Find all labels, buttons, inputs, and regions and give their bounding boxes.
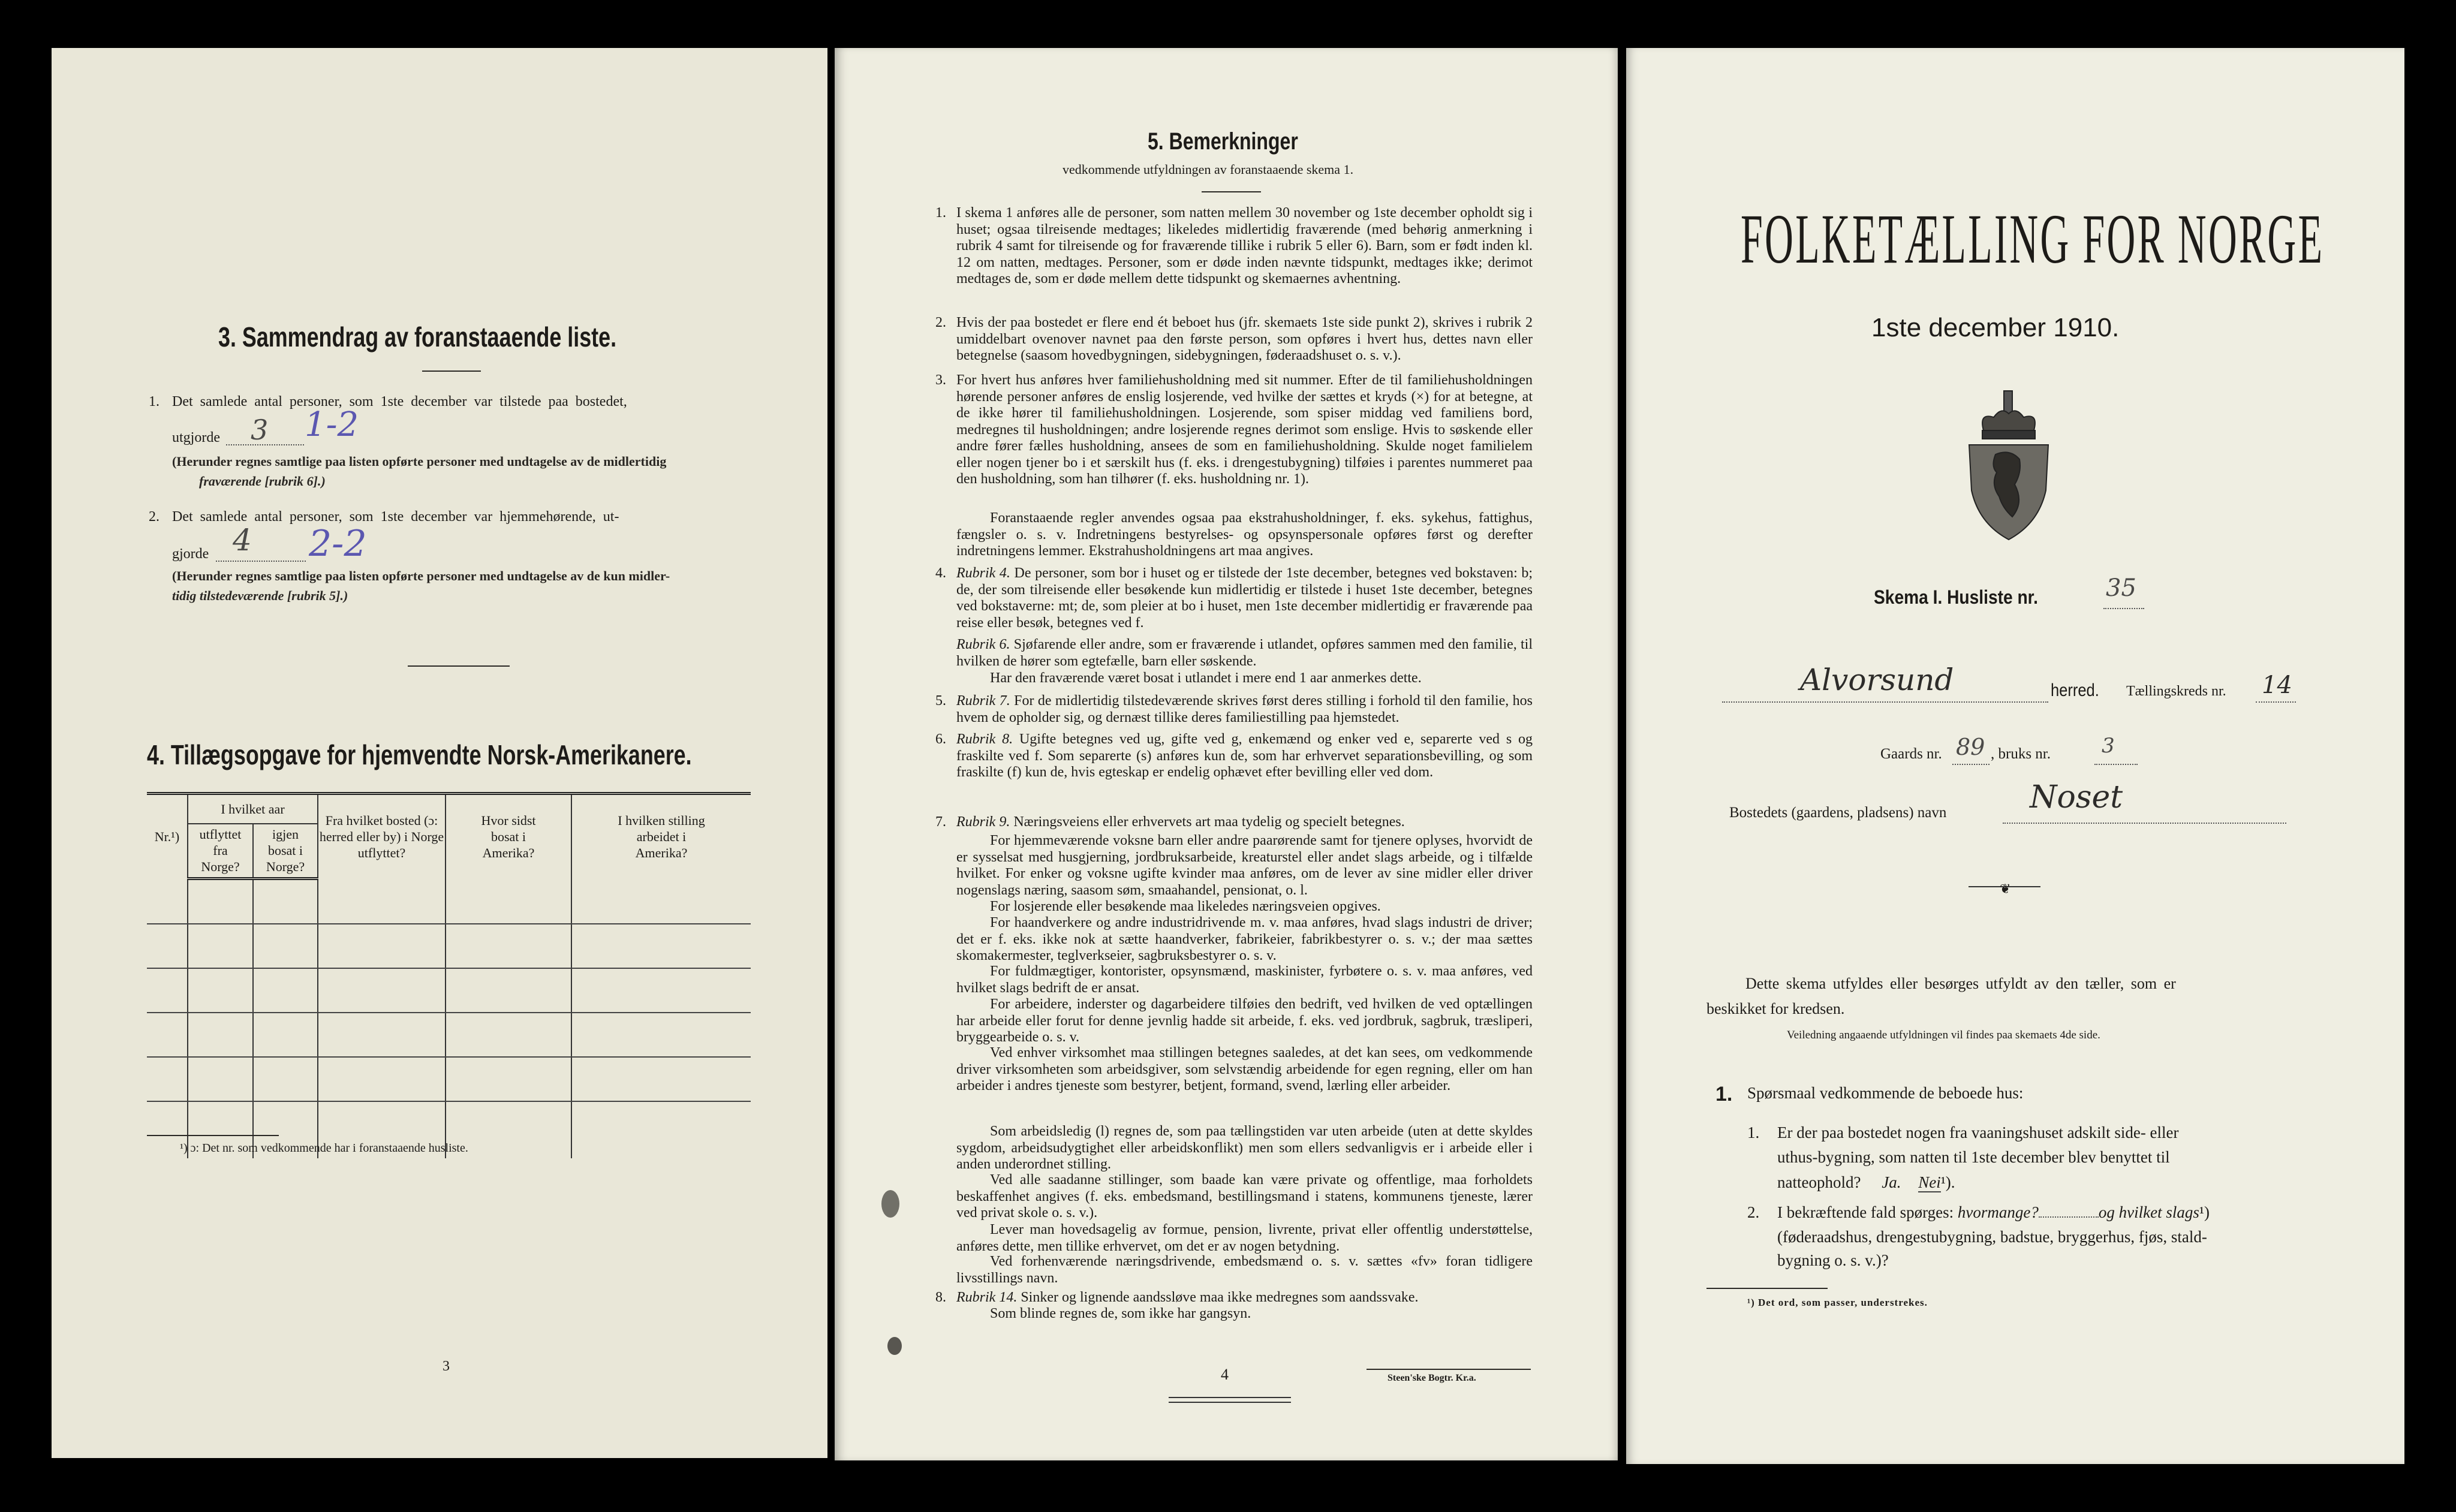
- footnote-rule-right: [1706, 1288, 1828, 1289]
- remark-rubrik-label: Rubrik 6.: [956, 637, 1010, 652]
- remark-text: Sinker og lignende aandssløve maa ikke medregnes som aandssvake.: [1021, 1290, 1419, 1305]
- remark-paragraph: [935, 996, 1533, 1046]
- remark-text: For hjemmeværende voksne barn eller andre paarørende samt for tjenere oplyses, hvorvidt de er sysselsat med husgjerning, jordbruksarbeide, kreaturstel eller andet slags arbeide, og i tilfælde hvilket. For enker og voksne ugifte kvinder maa anføres, om de lever av sine midler eller driver nogenslags næring, saasom søm, smaahandel, pensionat, o. l.: [956, 833, 1533, 898]
- remark-text: Har den fraværende været bosat i utlandet i mere end 1 aar anmerkes dette.: [990, 670, 1422, 686]
- remark-text: Hvis der paa bostedet er flere end ét beboet hus (jfr. skemaets 1ste side punkt 2), skrives i rubrik 2 umiddelbart ovenover navnet paa den første person, som opføres i hvert hus, dettes navn eller betegnelse (saasom hovedbygningen, sidebygningen, føderaadshuset o. s. v.).: [956, 315, 1533, 363]
- end-double-rule: [1169, 1397, 1291, 1403]
- col-header-bosted: Fra hvilket bosted (ɔ: herred eller by) i Norge utflyttet?: [318, 794, 446, 879]
- col-header-nr: Nr.¹): [147, 794, 188, 879]
- table-cell[interactable]: [571, 968, 751, 1013]
- table-cell[interactable]: [318, 1057, 446, 1101]
- section3-title: 3. Sammendrag av foranstaaende liste.: [218, 321, 617, 353]
- remark-rubrik-label: Rubrik 7.: [956, 693, 1010, 709]
- remark-rubrik-label: Rubrik 8.: [956, 731, 1013, 747]
- col-header-group-year: I hvilket aar: [188, 794, 318, 824]
- remark-text: Ved enhver virksomhet maa stillingen betegnes saaledes, at det kan sees, om vedkommende driver virksomheten som arbeidsgiver, som selvstændig arbeidende for egen regning, eller om han arbeider i andres tjeneste som bestyrer, betjent, formand, svend, lærling eller arbeider.: [956, 1045, 1533, 1094]
- remark-text: For haandverkere og andre industridrivende m. v. maa anføres, hvad slags industri de driver; det er f. eks. ikke nok at sætte haandverker, fabrikeier, fabrikbestyrer o. s. v.; der maa sættes skomakermester, teglverkseier, sagbruksbestyrer o. s. v.: [956, 915, 1533, 963]
- skema-label: Skema I. Husliste nr.: [1874, 586, 2038, 608]
- q2-line2: (føderaadshus, drengestubygning, badstue, bryggerhus, fjøs, stald-: [1777, 1228, 2207, 1246]
- remark-body: [956, 1124, 1533, 1173]
- census-date: 1ste december 1910.: [1871, 313, 2120, 342]
- remark-number: 7.: [935, 814, 946, 830]
- item1-handwritten-split: 1-2: [305, 405, 359, 444]
- item2-text: Det samlede antal personer, som 1ste december var hjemmehørende, ut-: [172, 509, 619, 525]
- remarks-divider: [1202, 191, 1261, 192]
- remark-body: [956, 637, 1533, 670]
- coat-of-arms-icon: [1967, 388, 2051, 542]
- table-cell[interactable]: [446, 924, 571, 968]
- table-cell[interactable]: [147, 968, 188, 1013]
- table-cell[interactable]: [318, 1013, 446, 1057]
- remark-paragraph: [935, 1124, 1533, 1173]
- table-cell[interactable]: [571, 1101, 751, 1158]
- item2-note-line2: tidig tilstedeværende [rubrik 5].): [172, 588, 348, 603]
- remark-body: [956, 693, 1533, 726]
- table-cell[interactable]: [188, 968, 253, 1013]
- item1-note-line1: (Herunder regnes samtlige paa listen opførte personer med undtagelse av de midlertidig: [172, 454, 667, 469]
- section-divider: [408, 665, 510, 667]
- answer-nei[interactable]: Nei: [1918, 1173, 1941, 1191]
- table-cell[interactable]: [253, 879, 318, 924]
- remarks-subtitle: vedkommende utfyldningen av foranstaaende skema 1.: [1063, 162, 1354, 177]
- table-cell[interactable]: [571, 879, 751, 924]
- col-header-utflyttet: utflyttet fra Norge?: [188, 824, 253, 879]
- guidance-text: Veiledning angaaende utfyldningen vil findes paa skemaets 4de side.: [1787, 1029, 2100, 1041]
- remark-paragraph: [935, 1306, 1533, 1323]
- item1-number: 1.: [149, 394, 159, 409]
- herred-value: Alvorsund: [1800, 662, 1954, 697]
- remark-body: [956, 1306, 1533, 1323]
- col-header-stilling: I hvilken stilling arbeidet i Amerika?: [571, 794, 751, 879]
- q2-number: 2.: [1747, 1203, 1760, 1221]
- bosted-value: Noset: [2030, 779, 2123, 815]
- bruks-nr-value: 3: [2102, 734, 2115, 758]
- remark-text: Som arbeidsledig (l) regnes de, som paa tællingstiden var uten arbeide (uten at dette skyldes sygdom, arbeidsudygtighet eller arbeidskonflikt) men som ellers sedvanligvis er i arbeide eller i anden underordnet stilling.: [956, 1124, 1533, 1172]
- table-cell[interactable]: [571, 1013, 751, 1057]
- bruks-label: , bruks nr.: [1991, 746, 2051, 762]
- remark-body: [956, 510, 1533, 560]
- kreds-label: Tællingskreds nr.: [2126, 683, 2226, 699]
- remark-paragraph: [935, 637, 1533, 670]
- q2-line1: [1777, 1203, 2210, 1222]
- remark-paragraph: [935, 1222, 1533, 1255]
- table-cell[interactable]: [188, 1057, 253, 1101]
- remark-body: [956, 565, 1533, 631]
- remark-number: 5.: [935, 693, 946, 709]
- remark-paragraph: [935, 1290, 1533, 1306]
- ornament-icon: ❦: [2000, 881, 2011, 896]
- remark-paragraph: [935, 1045, 1533, 1095]
- remark-body: [956, 731, 1533, 781]
- printer-rule: [1367, 1369, 1531, 1370]
- remark-paragraph: [935, 915, 1533, 965]
- gaards-nr-value: 89: [1956, 734, 1985, 760]
- remark-body: [956, 915, 1533, 965]
- census-title: FOLKETÆLLING FOR NORGE: [1741, 200, 2325, 278]
- remark-number: 6.: [935, 731, 946, 747]
- col-header-igjen: igjen bosat i Norge?: [253, 824, 318, 879]
- item2-handwritten-total: 4: [233, 523, 252, 558]
- remarks-title: 5. Bemerkninger: [1148, 128, 1298, 155]
- table-cell[interactable]: [318, 879, 446, 924]
- remark-text: Sjøfarende eller andre, som er fraværende i utlandet, opføres sammen med den familie, til hvilken de hører som egtefælle, barn eller søskende.: [956, 637, 1533, 669]
- remark-number: 2.: [935, 315, 946, 330]
- q2-line3: bygning o. s. v.)?: [1777, 1251, 1889, 1269]
- table-cell[interactable]: [446, 1057, 571, 1101]
- table-cell[interactable]: [571, 924, 751, 968]
- table-cell[interactable]: [253, 924, 318, 968]
- section4-title: 4. Tillægsopgave for hjemvendte Norsk-Amerikanere.: [147, 739, 692, 770]
- remark-text: For arbeidere, inderster og dagarbeidere tilføies den bedrift, ved hvilken de ved optællingen har arbeide eller forut for denne jevnlig hadde sit arbeide, f. eks. ved jordbruk, sagbruk, træsliperi, bryggearbeide o. s. v.: [956, 996, 1533, 1045]
- bosted-label: Bostedets (gaardens, pladsens) navn: [1729, 805, 1947, 821]
- intro-line1: Dette skema utfyldes eller besørges utfyldt av den tæller, som er: [1745, 975, 2176, 992]
- item2-number: 2.: [149, 509, 159, 525]
- q2-hvormange: hvormange?: [1957, 1203, 2039, 1221]
- table-cell[interactable]: [318, 924, 446, 968]
- remark-rubrik-label: Rubrik 14.: [956, 1290, 1018, 1305]
- q2-hvormange-field[interactable]: [2039, 1208, 2099, 1218]
- col-header-amerika: Hvor sidst bosat i Amerika?: [446, 794, 571, 879]
- table-row: [147, 879, 751, 924]
- table-cell[interactable]: [253, 1013, 318, 1057]
- remark-body: [956, 833, 1533, 899]
- q1-line2: uthus-bygning, som natten til 1ste december blev benyttet til: [1777, 1148, 2170, 1166]
- remark-paragraph: [935, 693, 1533, 726]
- remark-text: For losjerende eller besøkende maa likeledes næringsveien opgives.: [990, 899, 1381, 914]
- remark-paragraph: [935, 1172, 1533, 1222]
- kreds-nr-value: 14: [2262, 671, 2292, 699]
- item2-dotted-field: [216, 550, 306, 562]
- item2-handwritten-split: 2-2: [309, 523, 367, 565]
- remark-body: [956, 315, 1533, 365]
- table-row: [147, 924, 751, 968]
- remark-rubrik-label: Rubrik 9.: [956, 814, 1010, 830]
- remark-body: [956, 1254, 1533, 1287]
- section1-number: 1.: [1715, 1083, 1733, 1106]
- item2-note-line1: (Herunder regnes samtlige paa listen opførte personer med undtagelse av de kun midler-: [172, 568, 670, 583]
- table-cell[interactable]: [446, 968, 571, 1013]
- item1-label: utgjorde: [172, 430, 220, 445]
- remark-number: 4.: [935, 565, 946, 581]
- section1-title: Spørsmaal vedkommende de beboede hus:: [1747, 1084, 2024, 1102]
- remark-paragraph: [935, 963, 1533, 996]
- printer-imprint: Steen'ske Bogtr. Kr.a.: [1387, 1373, 1476, 1383]
- remark-body: [956, 814, 1533, 831]
- table-cell[interactable]: [318, 968, 446, 1013]
- table-cell[interactable]: [188, 1013, 253, 1057]
- remark-body: [956, 963, 1533, 996]
- table-cell[interactable]: [147, 924, 188, 968]
- remark-paragraph: [935, 565, 1533, 631]
- remark-paragraph: [935, 833, 1533, 899]
- remark-text: Lever man hovedsagelig av formue, pension, livrente, privat eller offentlig understøttelse, anføres dette, men tillike erhvervet, om det er av nogen betydning.: [956, 1222, 1533, 1254]
- remark-number: 3.: [935, 372, 946, 388]
- table-cell[interactable]: [147, 1057, 188, 1101]
- ink-stain: [881, 1190, 899, 1218]
- divider: [422, 371, 481, 372]
- husliste-nr-value: 35: [2106, 574, 2136, 602]
- remark-body: [956, 899, 1533, 915]
- footnote-rule: [147, 1135, 279, 1136]
- remark-text: Ugifte betegnes ved ug, gifte ved g, enkemænd og enker ved e, separerte ved s og fraskilte ved f. Som separerte (s) anføres kun de, som har erhvervet separationsbevilling, og som fraskilte (f) kun de, hvis egteskap er endelig ophævet efter bevilling eller ved dom.: [956, 731, 1533, 780]
- page-number-middle: 4: [1221, 1366, 1229, 1383]
- answer-ja[interactable]: Ja.: [1882, 1173, 1901, 1191]
- q1-line3: [1777, 1173, 1955, 1192]
- table-row: [147, 968, 751, 1013]
- remark-body: [956, 205, 1533, 288]
- remark-text: For de midlertidig tilstedeværende skrives først deres stilling i forhold til den familie, hos hvem de opholder sig, og dernæst tillike deres familiestilling paa hjemstedet.: [956, 693, 1533, 725]
- q1-line1: Er der paa bostedet nogen fra vaaningshuset adskilt side- eller: [1777, 1124, 2179, 1141]
- remark-paragraph: [935, 814, 1533, 831]
- table-cell[interactable]: [147, 1013, 188, 1057]
- remark-paragraph: [935, 731, 1533, 781]
- table-cell[interactable]: [147, 879, 188, 924]
- table-cell[interactable]: [253, 1057, 318, 1101]
- bruks-nr-field[interactable]: [2094, 757, 2138, 765]
- remark-rubrik-label: Rubrik 4.: [956, 565, 1010, 581]
- remark-text: De personer, som bor i huset og er tilstede der 1ste december, betegnes ved bokstaven: b; de, der som tilreisende eller besøkende kun midlertidig er tilstede i huset 1ste december, betegnes ved bokstaverne: mt; de, som pleier at bo i huset, men 1ste december midlertidig er fraværende paa reise eller besøk, betegnes ved f.: [956, 565, 1533, 631]
- remark-body: [956, 1045, 1533, 1095]
- footnote-right: ¹) Det ord, som passer, understrekes.: [1747, 1297, 1928, 1308]
- remark-paragraph: [935, 205, 1533, 288]
- remark-text: Næringsveiens eller erhvervets art maa tydelig og specielt betegnes.: [1013, 814, 1405, 830]
- remark-text: Ved alle saadanne stillinger, som baade kan være private og offentlige, maa forholdets beskaffenhet angives (f. eks. embedsmand, bestillingsmand i statens, kommunens tjeneste, lærer ved privat skole o. s. v.).: [956, 1172, 1533, 1221]
- remark-body: [956, 1290, 1533, 1306]
- table-cell[interactable]: [571, 1057, 751, 1101]
- table-row: [147, 1057, 751, 1101]
- intro-line2: beskikket for kredsen.: [1706, 1000, 1845, 1017]
- gaards-label: Gaards nr.: [1880, 746, 1942, 762]
- table-row: [147, 1013, 751, 1057]
- remark-body: [956, 670, 1533, 687]
- item2-label: gjorde: [172, 546, 209, 562]
- item1-text: Det samlede antal personer, som 1ste december var tilstede paa bostedet,: [172, 394, 627, 409]
- q1-line3-text: natteophold?: [1777, 1173, 1861, 1191]
- item1-note-line2: fraværende [rubrik 6].): [199, 474, 326, 489]
- remark-text: I skema 1 anføres alle de personer, som natten mellem 30 november og 1ste december opholdt sig i huset; ogsaa tilreisende medtages; likeledes midlertidig fraværende (med behørig anmerkning i rubrik 4 samt for tilreisende og for fraværende tillike i rubrik 5 eller 6). Barn, som er født inden kl. 12 om natten, medtages. Personer, som er døde inden nævnte tidspunkt, medtages ikke; derimot medtages de, som er døde mellem dette tidspunkt og skemaernes avhentning.: [956, 205, 1533, 287]
- remark-text: Som blinde regnes de, som ikke har gangsyn.: [990, 1306, 1251, 1321]
- table-cell[interactable]: [446, 879, 571, 924]
- q2-text: I bekræftende fald spørges:: [1777, 1203, 1954, 1221]
- remark-paragraph: [935, 510, 1533, 560]
- norsk-amerikanere-table: [147, 792, 751, 1158]
- remark-text: Foranstaaende regler anvendes ogsaa paa ekstrahusholdninger, f. eks. sykehus, fattighus, fængsler o. s. v. Indretningens bestyrelses- og opsynspersonale opføres først og derefter indretningens lemmer. Ekstrahusholdningens art maa angives.: [956, 510, 1533, 559]
- remark-body: [956, 1172, 1533, 1222]
- remark-paragraph: [935, 315, 1533, 365]
- remark-paragraph: [935, 670, 1533, 687]
- table-cell[interactable]: [188, 924, 253, 968]
- remark-body: [956, 372, 1533, 488]
- item1-handwritten-total: 3: [251, 414, 269, 446]
- q1-number: 1.: [1747, 1124, 1760, 1141]
- remark-paragraph: [935, 899, 1533, 915]
- remark-body: [956, 996, 1533, 1046]
- remark-text: For fuldmægtiger, kontorister, opsynsmænd, maskinister, fyrbøtere o. s. v. maa anføres, ved hvilket slags bedrift de er ansat.: [956, 963, 1533, 996]
- table-cell[interactable]: [253, 968, 318, 1013]
- q1-footnote-ref: ¹).: [1940, 1173, 1955, 1191]
- q2-footnote-ref: ¹): [2199, 1203, 2210, 1221]
- remark-paragraph: [935, 372, 1533, 488]
- herred-label: herred.: [2051, 680, 2099, 700]
- q2-hvilket: og hvilket slags: [2098, 1203, 2199, 1221]
- remark-number: 1.: [935, 205, 946, 221]
- bosted-field[interactable]: [2003, 815, 2286, 824]
- remark-text: Ved forhenværende næringsdrivende, embedsmænd o. s. v. sættes «fv» foran tidligere livsstillings navn.: [956, 1254, 1533, 1286]
- ink-stain: [887, 1337, 902, 1355]
- remark-body: [956, 1222, 1533, 1255]
- remark-number: 8.: [935, 1290, 946, 1305]
- table-cell[interactable]: [188, 879, 253, 924]
- table-cell[interactable]: [446, 1013, 571, 1057]
- page-number-left: 3: [443, 1359, 450, 1374]
- remark-text: For hvert hus anføres hver familiehusholdning med sit nummer. Efter de til familiehusholdningen hørende personer anføres de enslig losjerende, ved hvilke der sættes et kryds (×) for at betegne, at de ikke hører til familiehusholdningen. Losjerende, som spiser middag ved familiens bord, medregnes til husholdningen; andre losjerende regnes derimot som enslige. Hvis to søskende eller andre fører fælles husholdning, ansees de som en familiehusholdning. Skulde noget familielem eller nogen tjener bo i et særskilt hus (f. eks. i drengestubygning) tilføies i parentes nummeret paa den husholdning, som han tilhører (f. eks. husholdning nr. 1).: [956, 372, 1533, 487]
- remark-paragraph: [935, 1254, 1533, 1287]
- table-footnote: ¹) ɔ: Det nr. som vedkommende har i foranstaaende husliste.: [180, 1141, 468, 1155]
